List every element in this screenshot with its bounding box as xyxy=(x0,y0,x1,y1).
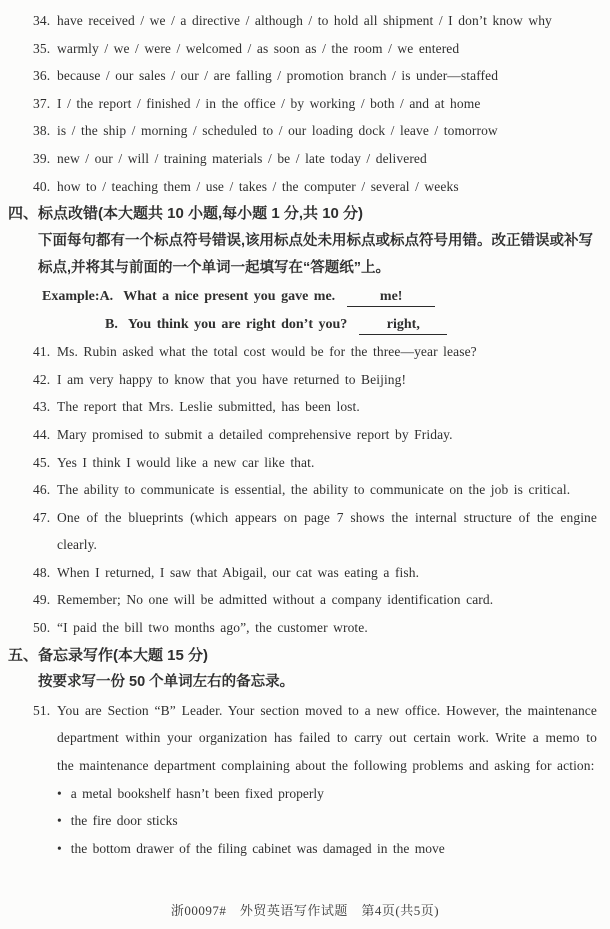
item-text: The ability to communicate is essential, the ability to communicate on the job is critical. xyxy=(57,482,571,498)
punctuation-item xyxy=(33,393,597,421)
item-number: 39. xyxy=(33,150,51,166)
item-number: 49. xyxy=(33,592,51,608)
example-b-row xyxy=(105,311,597,339)
item-text: One of the blueprints (which appears on page 7 shows the internal structure of the engine clearly. xyxy=(57,509,597,553)
section5-instruction: 按要求写一份 50 个单词左右的备忘录。 xyxy=(38,674,295,691)
item-number: 47. xyxy=(33,509,51,525)
section4-heading: 四、标点改错(本大题共 10 小题,每小题 1 分,共 10 分) xyxy=(8,205,364,223)
word-ordering-item xyxy=(33,7,597,35)
memo-task-item xyxy=(33,697,597,780)
item-number: 48. xyxy=(33,564,51,580)
item-number: 38. xyxy=(33,123,51,139)
punctuation-item xyxy=(33,421,597,449)
item-number: 50. xyxy=(33,620,51,636)
section4-instruction-line2: 标点,并将其与前面的一个单词一起填写在“答题纸”上。 xyxy=(38,260,391,277)
punctuation-item xyxy=(33,338,597,366)
word-ordering-section xyxy=(33,7,597,200)
punctuation-item xyxy=(33,504,597,559)
example-label: Example: xyxy=(42,288,100,304)
item-number: 34. xyxy=(33,13,51,28)
word-ordering-item xyxy=(33,117,597,145)
item-text: I / the report / finished / in the office / by working / both / and at home xyxy=(57,95,481,111)
example-b-answer: right, xyxy=(359,316,447,335)
item-text: I am very happy to know that you have returned to Beijing! xyxy=(57,371,407,387)
item-text: because / our sales / our / are falling / promotion branch / is under—staffed xyxy=(57,68,499,84)
section4-instruction-line1: 下面每句都有一个标点符号错误,该用标点处未用标点或标点符号用错。改正错误或补写 xyxy=(38,232,594,249)
item-text: Mary promised to submit a detailed comprehensive report by Friday. xyxy=(57,426,453,442)
item-text: how to / teaching them / use / takes / the computer / several / weeks xyxy=(57,178,459,194)
word-ordering-item xyxy=(33,173,597,201)
bullet-text: the fire door sticks xyxy=(70,813,178,829)
item-text: When I returned, I saw that Abigail, our cat was eating a fish. xyxy=(57,564,420,580)
page-footer: 浙00097# 外贸英语写作试题 第4页(共5页) xyxy=(170,903,440,918)
item-number: 40. xyxy=(33,178,51,194)
item-text: “I paid the bill two months ago”, the customer wrote. xyxy=(57,620,368,636)
item-text: Remember; No one will be admitted without a company identification card. xyxy=(57,592,494,608)
item-text: new / our / will / training materials / be / late today / delivered xyxy=(57,150,427,166)
bullet-icon: • xyxy=(57,813,62,829)
item-number: 41. xyxy=(33,344,51,360)
item-number: 37. xyxy=(33,95,51,111)
word-ordering-item xyxy=(33,35,597,63)
memo-bullet-item xyxy=(33,780,597,808)
item-number: 35. xyxy=(33,40,51,56)
item-text: You are Section “B” Leader. Your section moved to a new office. However, the maintenance department within your organization has failed to carry out certain work. Write a memo to the maintenance department complaining about the following problems and asking for action: xyxy=(57,702,597,774)
item-text: warmly / we / were / welcomed / as soon as / the room / we entered xyxy=(57,40,460,56)
item-number: 46. xyxy=(33,482,51,498)
word-ordering-item xyxy=(33,145,597,173)
bullet-icon: • xyxy=(57,785,62,801)
example-a-answer: me! xyxy=(347,288,435,307)
item-number: 44. xyxy=(33,426,51,442)
punctuation-item xyxy=(33,449,597,477)
item-text: The report that Mrs. Leslie submitted, has been lost. xyxy=(57,399,360,415)
punctuation-item xyxy=(33,559,597,587)
punctuation-section xyxy=(8,200,597,642)
item-text: have received / we / a directive / although / to hold all shipment / I don’t know why xyxy=(57,13,552,28)
item-number: 36. xyxy=(33,68,51,84)
example-a-row xyxy=(42,283,597,311)
bullet-text: the bottom drawer of the filing cabinet was damaged in the move xyxy=(70,840,445,856)
item-number: 42. xyxy=(33,371,51,387)
item-text: Yes I think I would like a new car like that. xyxy=(57,454,315,470)
item-number: 51. xyxy=(33,702,51,718)
example-b-letter: B. xyxy=(105,316,118,332)
memo-section xyxy=(8,642,597,863)
item-number: 45. xyxy=(33,454,51,470)
bullet-icon: • xyxy=(57,840,62,856)
item-text: Ms. Rubin asked what the total cost would be for the three—year lease? xyxy=(57,344,477,360)
example-a-letter: A. xyxy=(99,288,114,304)
word-ordering-item xyxy=(33,62,597,90)
word-ordering-item xyxy=(33,90,597,118)
punctuation-item xyxy=(33,476,597,504)
memo-bullet-item xyxy=(33,807,597,835)
punctuation-item xyxy=(33,366,597,394)
punctuation-item xyxy=(33,614,597,642)
bullet-text: a metal bookshelf hasn’t been fixed properly xyxy=(70,785,324,801)
example-b-sentence: You think you are right don’t you? xyxy=(127,316,348,332)
item-number: 43. xyxy=(33,399,51,415)
memo-bullet-item xyxy=(33,835,597,863)
example-a-sentence: What a nice present you gave me. xyxy=(123,288,336,304)
punctuation-item xyxy=(33,586,597,614)
section5-heading: 五、备忘录写作(本大题 15 分) xyxy=(8,646,209,664)
item-text: is / the ship / morning / scheduled to / our loading dock / leave / tomorrow xyxy=(57,123,498,139)
